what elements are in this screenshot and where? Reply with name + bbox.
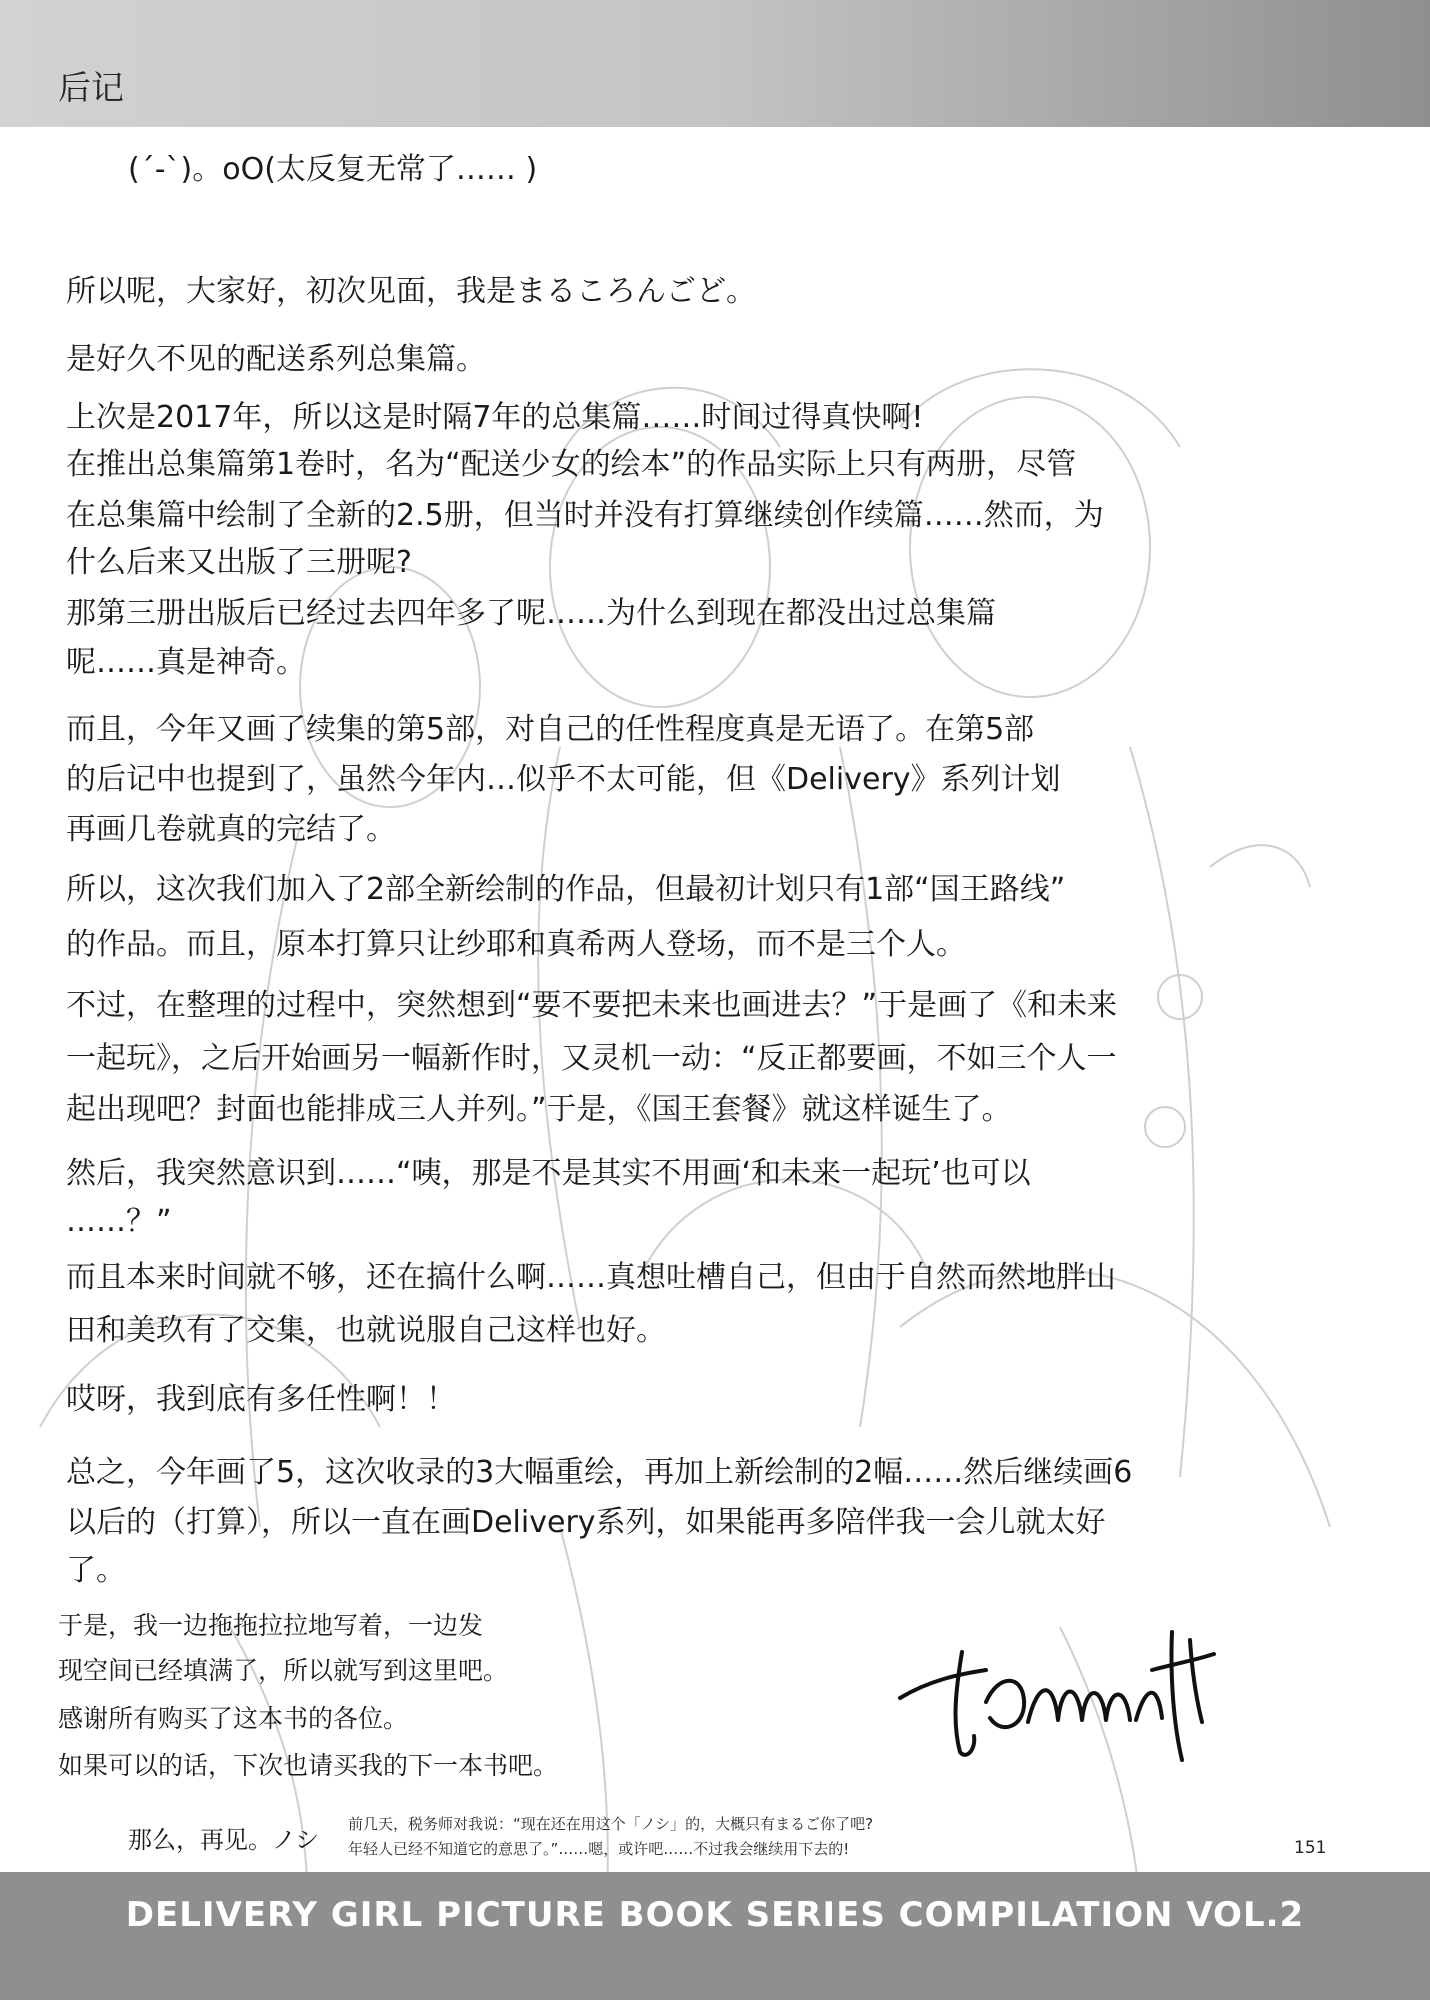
body-line: 再画几卷就真的完结了。 bbox=[66, 812, 396, 847]
body-line: 所以呢，大家好，初次见面，我是まるころんごど。 bbox=[66, 274, 756, 309]
footer-title: DELIVERY GIRL PICTURE BOOK SERIES COMPILATION VOL.2 bbox=[125, 1895, 1305, 1935]
closing-line: 如果可以的话，下次也请买我的下一本书吧。 bbox=[58, 1751, 559, 1780]
body-line: 然后，我突然意识到……“咦，那是不是其实不用画‘和未来一起玩’也可以 bbox=[66, 1156, 1031, 1191]
body-line: ……？” bbox=[66, 1204, 172, 1239]
header-band bbox=[0, 0, 1430, 127]
body-line: 不过，在整理的过程中，突然想到“要不要把未来也画进去？”于是画了《和未来 bbox=[66, 988, 1118, 1023]
body-line: 田和美玖有了交集，也就说服自己这样也好。 bbox=[66, 1313, 666, 1348]
body-line: 什么后来又出版了三册呢? bbox=[66, 545, 412, 580]
body-line: 而且本来时间就不够，还在搞什么啊……真想吐槽自己，但由于自然而然地胖山 bbox=[66, 1260, 1116, 1295]
footer-band bbox=[0, 1872, 1430, 2000]
body-line: 在推出总集篇第1卷时，名为“配送少女的绘本”的作品实际上只有两册，尽管 bbox=[66, 447, 1077, 482]
body-line: 起出现吧？封面也能排成三人并列。”于是，《国王套餐》就这样诞生了。 bbox=[66, 1092, 1012, 1127]
body-line: 总之，今年画了5，这次收录的3大幅重绘，再加上新绘制的2幅……然后继续画6 bbox=[66, 1455, 1133, 1490]
body-line: 上次是2017年，所以这是时隔7年的总集篇……时间过得真快啊! bbox=[66, 400, 924, 435]
page-number: 151 bbox=[1294, 1838, 1327, 1858]
farewell-line: 那么，再见。ノシ bbox=[128, 1826, 320, 1854]
author-signature bbox=[890, 1610, 1220, 1770]
body-line: 以后的（打算），所以一直在画Delivery系列，如果能再多陪伴我一会儿就太好 bbox=[66, 1505, 1106, 1540]
footnote-line: 年轻人已经不知道它的意思了。”……嗯，或许吧……不过我会继续用下去的! bbox=[348, 1840, 850, 1858]
body-line: 的作品。而且，原本打算只让纱耶和真希两人登场，而不是三个人。 bbox=[66, 927, 966, 962]
body-line: 而且，今年又画了续集的第5部，对自己的任性程度真是无语了。在第5部 bbox=[66, 712, 1035, 747]
body-line: 一起玩》，之后开始画另一幅新作时，又灵机一动：“反正都要画，不如三个人一 bbox=[66, 1041, 1117, 1076]
body-line: 在总集篇中绘制了全新的2.5册，但当时并没有打算继续创作续篇……然而，为 bbox=[66, 498, 1104, 533]
closing-line: 感谢所有购买了这本书的各位。 bbox=[58, 1704, 409, 1733]
closing-line: 于是，我一边拖拖拉拉地写着，一边发 bbox=[58, 1611, 484, 1640]
body-line: 哎呀，我到底有多任性啊！！ bbox=[66, 1382, 456, 1417]
body-line: 了。 bbox=[66, 1553, 126, 1588]
closing-line: 现空间已经填满了，所以就写到这里吧。 bbox=[58, 1656, 509, 1685]
body-line: 是好久不见的配送系列总集篇。 bbox=[66, 342, 486, 377]
body-line: 所以，这次我们加入了2部全新绘制的作品，但最初计划只有1部“国王路线” bbox=[66, 872, 1066, 907]
footnote-line: 前几天，税务师对我说：“现在还在用这个「ノシ」的，大概只有まるご你了吧? bbox=[348, 1815, 874, 1833]
body-line: 呢……真是神奇。 bbox=[66, 645, 306, 680]
page-title: 后记 bbox=[58, 68, 124, 107]
body-line: 的后记中也提到了，虽然今年内…似乎不太可能，但《Delivery》系列计划 bbox=[66, 762, 1061, 797]
kaomoji-line: (´-`)。oO(太反复无常了…… ) bbox=[128, 152, 538, 187]
body-line: 那第三册出版后已经过去四年多了呢……为什么到现在都没出过总集篇 bbox=[66, 596, 996, 631]
